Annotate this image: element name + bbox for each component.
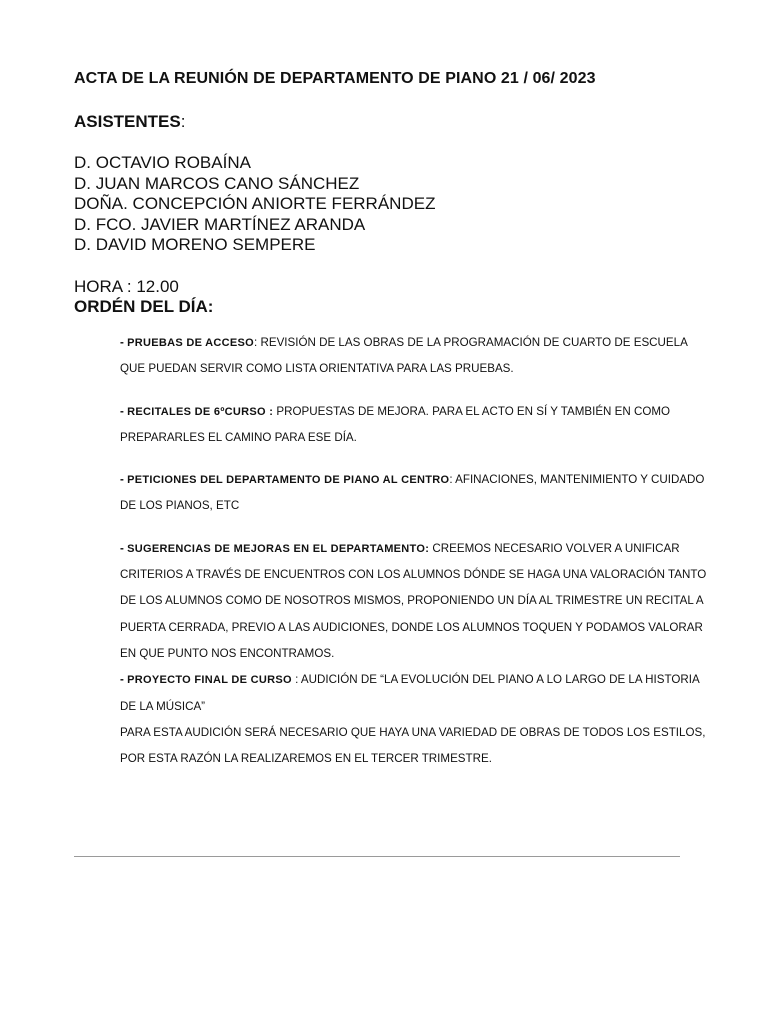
attendee: DOÑA. CONCEPCIÓN ANIORTE FERRÁNDEZ	[74, 194, 436, 213]
item-text: : REVISIÓN DE LAS OBRAS DE LA PROGRAMACIÓN DE CUARTO DE ESCUELA QUE PUEDAN SERVIR COMO LISTA ORIENTATIVA PARA LAS PRUEBAS.	[120, 336, 688, 376]
meeting-time: HORA : 12.00	[74, 277, 179, 296]
item-text: : AUDICIÓN DE “LA EVOLUCIÓN DEL PIANO A LO LARGO DE LA HISTORIA DE LA MÚSICA”	[120, 673, 700, 713]
item-dash: -	[120, 336, 128, 349]
agenda-heading: ORDÉN DEL DÍA:	[74, 297, 214, 316]
attendee: D. DAVID MORENO SEMPERE	[74, 235, 316, 254]
attendee: D. JUAN MARCOS CANO SÁNCHEZ	[74, 173, 360, 193]
item-key: RECITALES DE 6ºCURSO :	[127, 405, 274, 418]
item-key: PRUEBAS DE ACCESO	[127, 337, 255, 349]
attendees-heading	[74, 112, 185, 132]
agenda-item-pruebas	[120, 330, 710, 383]
agenda-items	[120, 330, 710, 772]
agenda-item-proyecto	[120, 667, 710, 720]
attendees-colon: :	[180, 112, 186, 131]
agenda-item-recitales	[120, 399, 710, 452]
item-text: CREEMOS NECESARIO VOLVER A UNIFICAR CRITERIOS A TRAVÉS DE ENCUENTROS CON LOS ALUMNOS DÓNDE SE HAGA UNA VALORACIÓN TANTO DE LOS ALUMNOS COMO DE NOSOTROS MISMOS, PROPONIENDO UN DÍA AL TRIMESTRE UN RECITAL A PUERTA CERRADA, PREVIO A LAS AUDICIONES, DONDE LOS ALUMNOS TOQUEN Y PODAMOS VALORAR EN QUE PUNTO NOS ENCONTRAMOS.	[120, 541, 707, 660]
agenda-item-sugerencias	[120, 536, 710, 667]
agenda-item-peticiones	[120, 467, 710, 520]
item-dash: -	[120, 673, 128, 687]
item-key: PROYECTO FINAL DE CURSO	[127, 674, 292, 687]
attendee: D. FCO. JAVIER MARTÍNEZ ARANDA	[74, 214, 366, 234]
document-title: ACTA DE LA REUNIÓN DE DEPARTAMENTO DE PIANO 21 / 06/ 2023	[74, 70, 596, 87]
attendees-list	[74, 153, 435, 256]
item-text: : AFINACIONES, MANTENIMIENTO Y CUIDADO DE LOS PIANOS, ETC	[120, 473, 705, 513]
item-text: PROPUESTAS DE MEJORA. PARA EL ACTO EN SÍ Y TAMBIÉN EN COMO PREPARARLES EL CAMINO PARA ESE DÍA.	[120, 404, 671, 444]
attendee: D. OCTAVIO ROBAÍNA	[74, 153, 251, 172]
item-dash: -	[120, 404, 128, 418]
item-key: SUGERENCIAS DE MEJORAS EN EL DEPARTAMENTO:	[127, 542, 430, 555]
closing-paragraph: PARA ESTA AUDICIÓN SERÁ NECESARIO QUE HAYA UNA VARIEDAD DE OBRAS DE TODOS LOS ESTILOS, POR ESTA RAZÓN LA REALIZAREMOS EN EL TERCER TRIMESTRE.	[120, 725, 706, 766]
attendees-label: ASISTENTES	[74, 112, 181, 131]
item-key: PETICIONES DEL DEPARTAMENTO DE PIANO AL CENTRO	[127, 474, 450, 487]
horizontal-rule	[74, 856, 680, 857]
item-dash: -	[120, 541, 128, 555]
item-dash: -	[120, 473, 128, 487]
